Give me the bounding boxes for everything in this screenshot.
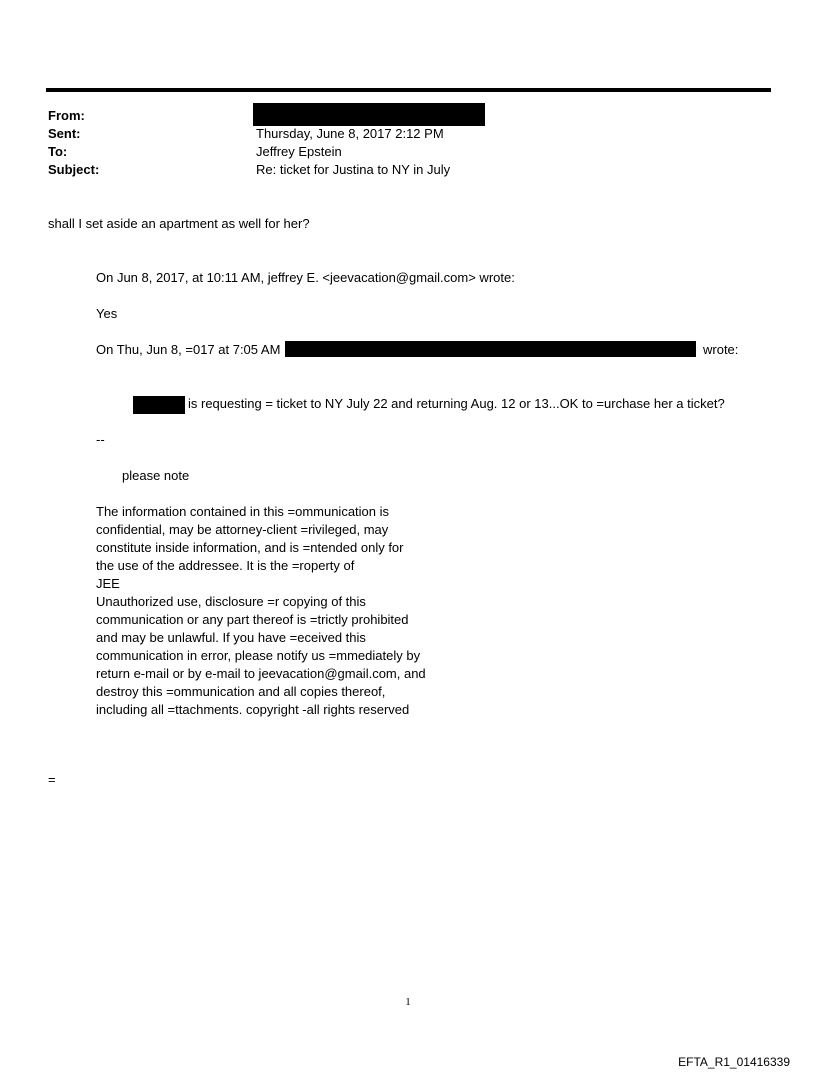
subject-label: Subject:: [48, 162, 100, 177]
to-value: Jeffrey Epstein: [256, 144, 342, 159]
quote1-text: Yes: [96, 306, 118, 321]
name-redaction: [133, 396, 185, 414]
header-rule: [46, 88, 771, 92]
subject-value: Re: ticket for Justina to NY in July: [256, 162, 451, 177]
to-label: To:: [48, 144, 68, 159]
document-id: EFTA_R1_01416339: [678, 1055, 790, 1069]
quote1-header: On Jun 8, 2017, at 10:11 AM, jeffrey E. <jeevacation@gmail.com> wrote:: [96, 270, 515, 285]
page-number: 1: [405, 996, 411, 1008]
sent-value: Thursday, June 8, 2017 2:12 PM: [256, 126, 444, 141]
confidentiality-notice: The information contained in this =ommunication is confidential, may be attorney-client =rivileged, may constitute inside information, and is =ntended only for the use of the addressee. It is the =roperty of JEE Unauthorized use, disclosure =r copying of this communication or any part thereof is =trictly prohibited and may be unlawful. If you have =eceived this communication in error, please notify us =mmediately by return e-mail or by e-mail to jeevacation@gmail.com, and destroy this =ommunication and all copies thereof, including all =ttachments. copyright -all rights reserved: [96, 504, 426, 717]
from-redaction: [253, 103, 485, 126]
quote2-sender-redaction: [285, 341, 696, 357]
from-label: From:: [48, 108, 85, 123]
quote2-header-suffix: wrote:: [703, 342, 739, 357]
sent-label: Sent:: [48, 126, 81, 141]
please-note: please note: [122, 468, 190, 483]
trailing-character: =: [48, 772, 56, 787]
quote2-text: is requesting = ticket to NY July 22 and returning Aug. 12 or 13...OK to =urchase her a ticket?: [188, 396, 725, 411]
signature-separator: --: [96, 432, 105, 447]
quote2-header-prefix: On Thu, Jun 8, =017 at 7:05 AM: [96, 342, 281, 357]
reply-text: shall I set aside an apartment as well for her?: [48, 216, 310, 231]
